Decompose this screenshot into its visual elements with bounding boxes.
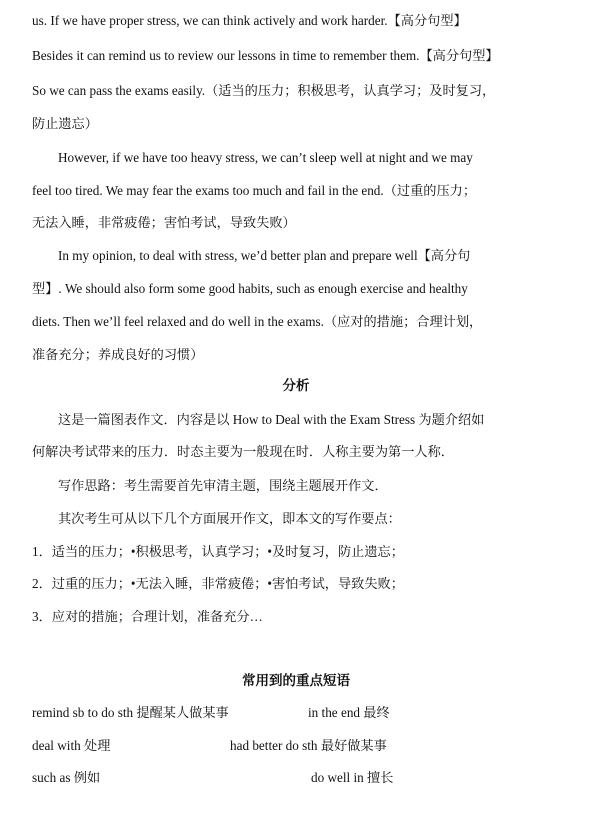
phrases-heading: 常用到的重点短语 — [242, 673, 350, 689]
analysis-line: 写作思路：考生需要首先审清主题，围绕主题展开作文． — [58, 478, 388, 493]
phrase-right: in the end 最终 — [308, 705, 390, 720]
essay-line: 防止遗忘） — [32, 116, 98, 131]
essay-line: However, if we have too heavy stress, we can’t sleep well at night and we may — [58, 150, 473, 165]
phrase-left: deal with 处理 — [32, 738, 111, 753]
essay-line: Besides it can remind us to review our lessons in time to remember them.【高分句型】 — [32, 48, 499, 63]
phrase-right: had better do sth 最好做某事 — [230, 738, 387, 753]
phrase-row — [32, 736, 562, 756]
phrase-left: remind sb to do sth 提醒某人做某事 — [32, 705, 229, 720]
phrase-row — [32, 703, 562, 723]
essay-line: diets. Then we’ll feel relaxed and do well in the exams.（应对的措施；合理计划， — [32, 314, 483, 329]
analysis-point: 1．适当的压力；•积极思考，认真学习；•及时复习，防止遗忘； — [32, 544, 404, 559]
essay-line: us. If we have proper stress, we can think actively and work harder.【高分句型】 — [32, 13, 467, 28]
analysis-point: 3．应对的措施；合理计划，准备充分… — [32, 609, 263, 624]
phrase-left: such as 例如 — [32, 770, 101, 785]
phrase-right: do well in 擅长 — [311, 770, 394, 785]
essay-line: 无法入睡，非常疲倦；害怕考试，导致失败） — [32, 215, 296, 230]
analysis-point: 2．过重的压力；•无法入睡，非常疲倦；•害怕考试，导致失败； — [32, 576, 404, 591]
analysis-heading: 分析 — [282, 378, 310, 394]
essay-line: So we can pass the exams easily.（适当的压力；积极思考，认真学习；及时复习， — [32, 83, 496, 98]
essay-line: 型】. We should also form some good habits, such as enough exercise and healthy — [32, 281, 468, 296]
phrase-row — [32, 768, 562, 788]
analysis-line: 其次考生可从以下几个方面展开作文，即本文的写作要点： — [58, 511, 401, 526]
essay-line: 准备充分；养成良好的习惯） — [32, 347, 204, 362]
essay-line: In my opinion, to deal with stress, we’d better plan and prepare well【高分句 — [58, 248, 471, 263]
analysis-line: 何解决考试带来的压力．时态主要为一般现在时．人称主要为第一人称． — [32, 444, 454, 459]
essay-line: feel too tired. We may fear the exams too much and fail in the end.（过重的压力； — [32, 183, 477, 198]
analysis-line: 这是一篇图表作文．内容是以 How to Deal with the Exam Stress 为题介绍如 — [58, 412, 485, 427]
